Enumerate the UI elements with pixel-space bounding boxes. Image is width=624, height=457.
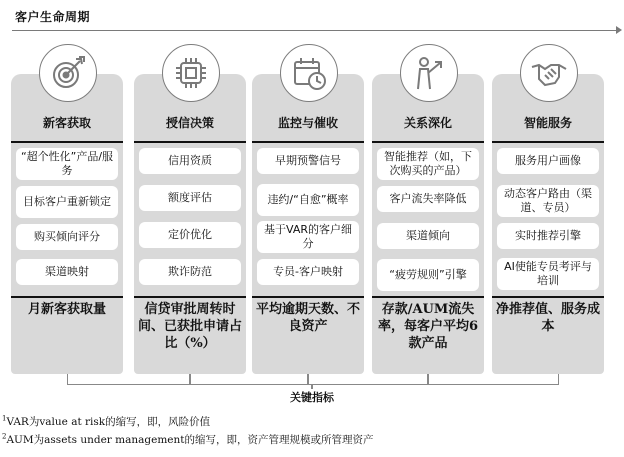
divider: [134, 296, 246, 298]
stage-relationship-deepening: [372, 44, 484, 374]
list-item: 定价优化: [139, 222, 241, 248]
target-icon: [39, 44, 97, 102]
divider: [372, 141, 484, 143]
list-item: 信用资质: [139, 148, 241, 174]
page-title: 客户生命周期: [15, 10, 91, 24]
list-item: 购买倾向评分: [16, 224, 118, 250]
kpi-text: 月新客获取量: [27, 302, 106, 317]
kpi-text: 信贷审批周转时间、已获批申请占比（%）: [137, 302, 242, 351]
list-item: “超个性化”产品/服务: [16, 148, 118, 180]
stage-monitoring-collection: [252, 44, 364, 374]
handshake-icon: [520, 44, 578, 102]
stage-title: 监控与催收: [277, 116, 338, 130]
bracket-tick: [427, 374, 429, 384]
bracket-tick: [189, 374, 191, 384]
list-item: 渠道倾向: [377, 223, 479, 249]
divider: [492, 296, 604, 298]
lifecycle-arrow: [12, 30, 620, 31]
divider: [11, 296, 123, 298]
divider: [252, 141, 364, 143]
divider: [252, 296, 364, 298]
divider: [11, 141, 123, 143]
key-metrics-bracket: [67, 374, 559, 385]
footnote-number: 1: [2, 414, 7, 423]
stage-title: 智能服务: [523, 116, 572, 130]
list-item: 早期预警信号: [257, 148, 359, 174]
list-item: 违约/“自愈”概率: [257, 184, 359, 216]
list-item: AI使能专员考评与培训: [497, 258, 599, 290]
footnote-text: VAR为value at risk的缩写，即，风险价值: [6, 416, 211, 428]
divider: [372, 296, 484, 298]
list-item: 服务用户画像: [497, 148, 599, 174]
stage-title: 关系深化: [403, 116, 452, 130]
list-item: 基于VAR的客户细分: [257, 221, 359, 253]
kpi-text: 净推荐值、服务成本: [495, 302, 600, 334]
divider: [492, 141, 604, 143]
stage-title: 新客获取: [42, 116, 91, 130]
processor-chip-icon: [162, 44, 220, 102]
kpi-text: 存款/AUM流失率，每客户平均6款产品: [377, 302, 479, 351]
footnote-number: 2: [2, 432, 7, 441]
list-item: 目标客户重新锁定: [16, 186, 118, 218]
list-item: “疲劳规则”引擎: [377, 259, 479, 291]
list-item: 专员-客户映射: [257, 259, 359, 285]
list-item: 客户流失率降低: [377, 186, 479, 212]
list-item: 额度评估: [139, 185, 241, 211]
stage-new-customer: [11, 44, 123, 374]
list-item: 欺诈防范: [139, 259, 241, 285]
key-metrics-label: 关键指标: [290, 391, 334, 404]
stage-smart-service: [492, 44, 604, 374]
kpi-text: 平均逾期天数、不良资产: [255, 302, 360, 334]
list-item: 智能推荐（如，下次购买的产品）: [377, 148, 479, 180]
footnote: [2, 432, 374, 447]
divider: [134, 141, 246, 143]
person-growth-icon: [400, 44, 458, 102]
list-item: 动态客户路由（渠道、专员）: [497, 185, 599, 217]
bracket-tick: [307, 374, 309, 384]
list-item: 渠道映射: [16, 259, 118, 285]
list-item: 实时推荐引擎: [497, 223, 599, 249]
footnote: [2, 414, 210, 429]
footnote-text: AUM为assets under management的缩写，即，资产管理规模或所管理资产: [6, 434, 374, 446]
stage-title: 授信决策: [165, 116, 214, 130]
stage-credit-decision: [134, 44, 246, 374]
calendar-clock-icon: [280, 44, 338, 102]
